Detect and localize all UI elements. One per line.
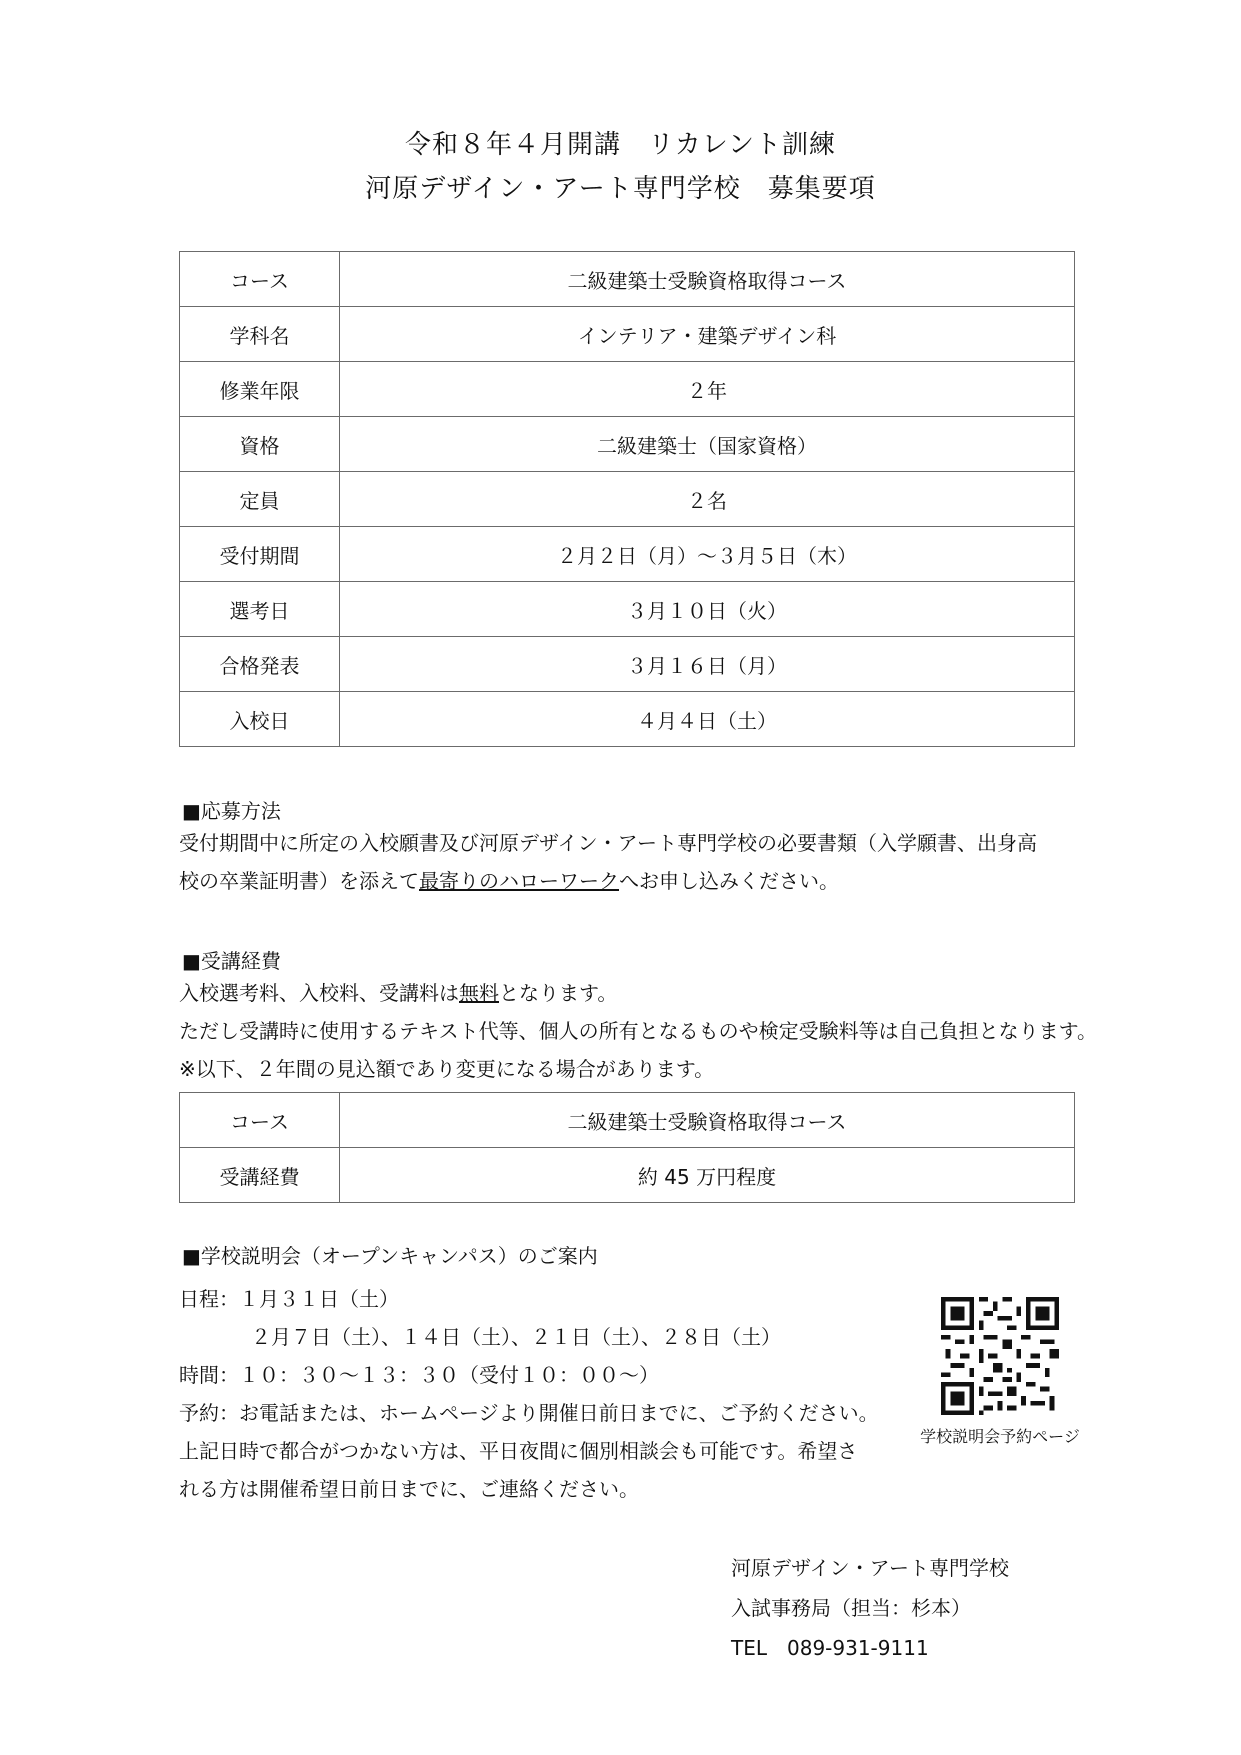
table-row (180, 1093, 1075, 1148)
contact-school: 河原デザイン・アート専門学校 (731, 1556, 1009, 1580)
contact-office: 入試事務局（担当：杉本） (731, 1596, 971, 1620)
open-campus-details (179, 1280, 879, 1508)
row-label: 入校日 (180, 692, 340, 747)
schedule-line: 日程：１月３１日（土） (179, 1287, 399, 1311)
free-emphasis: 無料 (459, 981, 499, 1005)
row-value: ４月４日（土） (340, 692, 1075, 747)
table-row (180, 582, 1075, 637)
reservation-line: 予約：お電話または、ホームページより開催日前日までに、ご予約ください。 (179, 1401, 879, 1425)
application-line2-pre: 校の卒業証明書）を添えて (179, 869, 419, 893)
row-value: 二級建築士受験資格取得コース (340, 1093, 1075, 1148)
qr-code-icon[interactable] (941, 1297, 1059, 1415)
row-value: ３月１０日（火） (340, 582, 1075, 637)
note-line-2: れる方は開催希望日前日までに、ご連絡ください。 (179, 1477, 639, 1501)
table-row (180, 472, 1075, 527)
fees-line1 (179, 974, 1097, 1012)
fee-table (179, 1092, 1075, 1203)
table-row (180, 362, 1075, 417)
row-value: 二級建築士受験資格取得コース (340, 252, 1075, 307)
row-value: ２年 (340, 362, 1075, 417)
hello-work-link-text: 最寄りのハローワーク (419, 869, 619, 893)
open-campus-heading: ■学校説明会（オープンキャンパス）のご案内 (182, 1244, 598, 1268)
row-value: 約 45 万円程度 (340, 1148, 1075, 1203)
row-value: ２月２日（月）～３月５日（木） (340, 527, 1075, 582)
row-label: 受講経費 (180, 1148, 340, 1203)
fees-line2: ただし受講時に使用するテキスト代等、個人の所有となるものや検定受験料等は自己負担となります。 (179, 1019, 1097, 1043)
row-label: 合格発表 (180, 637, 340, 692)
table-row (180, 527, 1075, 582)
row-label: コース (180, 252, 340, 307)
row-label: 選考日 (180, 582, 340, 637)
row-label: 資格 (180, 417, 340, 472)
table-row (180, 417, 1075, 472)
row-label: コース (180, 1093, 340, 1148)
row-value: ２名 (340, 472, 1075, 527)
qr-caption: 学校説明会予約ページ (920, 1427, 1080, 1446)
row-value: インテリア・建築デザイン科 (340, 307, 1075, 362)
row-label: 学科名 (180, 307, 340, 362)
note-line-1: 上記日時で都合がつかない方は、平日夜間に個別相談会も可能です。希望さ (179, 1439, 858, 1463)
document-title-line1: 令和８年４月開講 リカレント訓練 (404, 130, 837, 160)
time-line: 時間：１０：３０～１３：３０（受付１０：００～） (179, 1363, 659, 1387)
table-row (180, 1148, 1075, 1203)
fees-text (179, 974, 1097, 1088)
row-label: 受付期間 (180, 527, 340, 582)
table-row (180, 252, 1075, 307)
fees-line1-post: となります。 (499, 981, 618, 1005)
table-row (180, 307, 1075, 362)
schedule-line-2: ２月７日（土）、１４日（土）、２１日（土）、２８日（土） (251, 1325, 781, 1349)
fees-line1-pre: 入校選考料、入校料、受講料は (179, 981, 459, 1005)
application-line1: 受付期間中に所定の入校願書及び河原デザイン・アート専門学校の必要書類（入学願書、出身高 (179, 831, 1037, 855)
row-value: 二級建築士（国家資格） (340, 417, 1075, 472)
fees-line3: ※以下、２年間の見込額であり変更になる場合があります。 (179, 1057, 715, 1081)
row-label: 修業年限 (180, 362, 340, 417)
recruitment-table (179, 251, 1075, 747)
row-value: ３月１６日（月） (340, 637, 1075, 692)
document-title-line2: 河原デザイン・アート専門学校 募集要項 (365, 174, 876, 204)
row-label: 定員 (180, 472, 340, 527)
contact-tel: TEL 089-931-9111 (731, 1636, 929, 1660)
table-row (180, 692, 1075, 747)
application-line2 (179, 862, 1037, 900)
fees-heading: ■受講経費 (182, 949, 281, 973)
application-line2-post: へお申し込みください。 (619, 869, 839, 893)
application-text (179, 824, 1037, 900)
table-row (180, 637, 1075, 692)
contact-block (731, 1548, 1009, 1668)
application-heading: ■応募方法 (182, 799, 281, 823)
